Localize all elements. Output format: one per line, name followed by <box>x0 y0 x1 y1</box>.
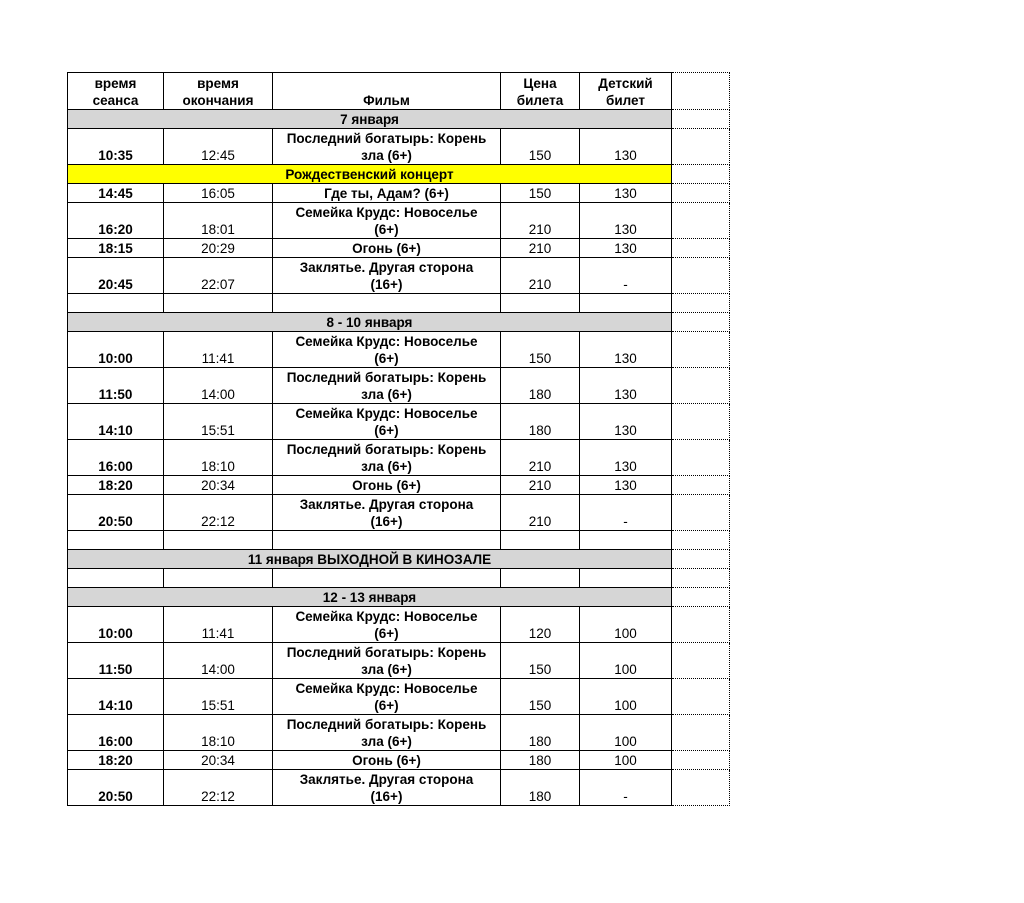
extra-cell <box>672 751 730 770</box>
end-time: 20:34 <box>164 751 273 770</box>
empty-cell <box>164 569 273 588</box>
header-start <box>68 73 164 110</box>
film-title <box>273 715 501 751</box>
film-title <box>273 643 501 679</box>
ticket-price: 210 <box>501 495 580 531</box>
film-title <box>273 332 501 368</box>
empty-cell <box>273 569 501 588</box>
film-title-line: Семейка Крудс: Новоселье <box>295 334 478 349</box>
extra-cell <box>672 770 730 806</box>
film-title <box>273 203 501 239</box>
header-end-line1: время <box>197 76 239 91</box>
start-time: 10:00 <box>68 607 164 643</box>
child-ticket-price: 130 <box>580 239 672 258</box>
child-ticket-price: 130 <box>580 476 672 495</box>
ticket-price: 150 <box>501 184 580 203</box>
header-price <box>501 73 580 110</box>
film-title-line: Огонь (6+) <box>352 753 421 768</box>
film-title-line: Заклятье. Другая сторона <box>299 260 474 275</box>
session-row <box>68 476 730 495</box>
film-title-line: Семейка Крудс: Новоселье <box>295 205 478 220</box>
child-ticket-price: 130 <box>580 203 672 239</box>
start-time: 10:00 <box>68 332 164 368</box>
section-title: 7 января <box>68 110 672 129</box>
film-title-line: Последний богатырь: Корень <box>286 131 487 146</box>
child-ticket-price: - <box>580 258 672 294</box>
film-title-line: Последний богатырь: Корень <box>286 370 487 385</box>
session-row <box>68 184 730 203</box>
film-title-line: зла (6+) <box>361 734 412 749</box>
film-title-line: зла (6+) <box>361 662 412 677</box>
child-ticket-price: 130 <box>580 368 672 404</box>
blank-row <box>68 531 730 550</box>
section-row <box>68 550 730 569</box>
extra-cell <box>672 313 730 332</box>
section-title: 11 января ВЫХОДНОЙ В КИНОЗАЛЕ <box>68 550 672 569</box>
child-ticket-price: - <box>580 770 672 806</box>
header-row <box>68 73 730 110</box>
film-title <box>273 258 501 294</box>
start-time: 18:20 <box>68 476 164 495</box>
film-title <box>273 129 501 165</box>
schedule-table <box>67 72 730 806</box>
start-time: 20:45 <box>68 258 164 294</box>
empty-cell <box>273 294 501 313</box>
start-time: 11:50 <box>68 368 164 404</box>
header-start-line2: сеанса <box>92 93 139 108</box>
film-title <box>273 239 501 258</box>
child-ticket-price: 100 <box>580 679 672 715</box>
end-time: 15:51 <box>164 404 273 440</box>
extra-cell <box>672 258 730 294</box>
film-title-line: Последний богатырь: Корень <box>286 442 487 457</box>
blank-row <box>68 294 730 313</box>
ticket-price: 150 <box>501 643 580 679</box>
empty-cell <box>580 531 672 550</box>
header-child-line1: Детский <box>598 76 653 91</box>
child-ticket-price: 130 <box>580 332 672 368</box>
empty-cell <box>68 531 164 550</box>
film-title-line: Огонь (6+) <box>352 241 421 256</box>
film-title <box>273 607 501 643</box>
end-time: 11:41 <box>164 607 273 643</box>
section-row <box>68 165 730 184</box>
start-time: 14:10 <box>68 404 164 440</box>
extra-cell <box>672 495 730 531</box>
session-row <box>68 239 730 258</box>
end-time: 14:00 <box>164 643 273 679</box>
film-title-line: Последний богатырь: Корень <box>286 717 487 732</box>
end-time: 15:51 <box>164 679 273 715</box>
header-child <box>580 73 672 110</box>
session-row <box>68 607 730 643</box>
section-title: 12 - 13 января <box>68 588 672 607</box>
header-child-line2: билет <box>606 93 645 108</box>
film-title-line: Огонь (6+) <box>352 478 421 493</box>
session-row <box>68 770 730 806</box>
film-title <box>273 184 501 203</box>
extra-cell <box>672 332 730 368</box>
extra-cell <box>672 165 730 184</box>
extra-cell <box>672 643 730 679</box>
header-end-line2: окончания <box>182 93 254 108</box>
extra-cell <box>672 588 730 607</box>
ticket-price: 210 <box>501 258 580 294</box>
section-row <box>68 588 730 607</box>
header-start-line1: время <box>94 76 137 91</box>
film-title-line: (6+) <box>374 423 399 438</box>
film-title-line: (6+) <box>374 351 399 366</box>
ticket-price: 180 <box>501 404 580 440</box>
header-price-line2: билета <box>516 93 564 108</box>
session-row <box>68 495 730 531</box>
start-time: 16:20 <box>68 203 164 239</box>
session-row <box>68 203 730 239</box>
start-time: 14:45 <box>68 184 164 203</box>
end-time: 16:05 <box>164 184 273 203</box>
session-row <box>68 368 730 404</box>
empty-cell <box>164 531 273 550</box>
empty-cell <box>164 294 273 313</box>
start-time: 11:50 <box>68 643 164 679</box>
extra-cell <box>672 239 730 258</box>
extra-cell <box>672 73 730 110</box>
film-title <box>273 495 501 531</box>
session-row <box>68 404 730 440</box>
highlight-banner: Рождественский концерт <box>68 165 672 184</box>
ticket-price: 180 <box>501 715 580 751</box>
schedule-body <box>68 73 730 806</box>
extra-cell <box>672 184 730 203</box>
empty-cell <box>580 569 672 588</box>
film-title-line: (16+) <box>370 277 403 292</box>
start-time: 20:50 <box>68 770 164 806</box>
film-title <box>273 368 501 404</box>
ticket-price: 210 <box>501 476 580 495</box>
start-time: 16:00 <box>68 715 164 751</box>
film-title-line: (16+) <box>370 514 403 529</box>
ticket-price: 210 <box>501 440 580 476</box>
film-title <box>273 751 501 770</box>
ticket-price: 210 <box>501 239 580 258</box>
film-title-line: (16+) <box>370 789 403 804</box>
end-time: 14:00 <box>164 368 273 404</box>
header-end <box>164 73 273 110</box>
film-title-line: Где ты, Адам? (6+) <box>324 186 449 201</box>
child-ticket-price: 130 <box>580 404 672 440</box>
empty-cell <box>501 531 580 550</box>
session-row <box>68 258 730 294</box>
film-title-line: (6+) <box>374 626 399 641</box>
session-row <box>68 751 730 770</box>
end-time: 18:01 <box>164 203 273 239</box>
blank-row <box>68 569 730 588</box>
extra-cell <box>672 294 730 313</box>
end-time: 22:12 <box>164 770 273 806</box>
child-ticket-price: 130 <box>580 129 672 165</box>
empty-cell <box>68 294 164 313</box>
session-row <box>68 332 730 368</box>
child-ticket-price: 100 <box>580 643 672 679</box>
film-title <box>273 770 501 806</box>
extra-cell <box>672 550 730 569</box>
ticket-price: 150 <box>501 129 580 165</box>
extra-cell <box>672 110 730 129</box>
extra-cell <box>672 607 730 643</box>
extra-cell <box>672 404 730 440</box>
end-time: 20:29 <box>164 239 273 258</box>
empty-cell <box>501 294 580 313</box>
ticket-price: 180 <box>501 751 580 770</box>
film-title-line: (6+) <box>374 698 399 713</box>
child-ticket-price: 100 <box>580 715 672 751</box>
extra-cell <box>672 440 730 476</box>
film-title-line: зла (6+) <box>361 459 412 474</box>
end-time: 20:34 <box>164 476 273 495</box>
end-time: 18:10 <box>164 440 273 476</box>
start-time: 18:20 <box>68 751 164 770</box>
film-title-line: Семейка Крудс: Новоселье <box>295 609 478 624</box>
end-time: 12:45 <box>164 129 273 165</box>
ticket-price: 180 <box>501 368 580 404</box>
start-time: 16:00 <box>68 440 164 476</box>
end-time: 22:12 <box>164 495 273 531</box>
ticket-price: 180 <box>501 770 580 806</box>
extra-cell <box>672 679 730 715</box>
extra-cell <box>672 203 730 239</box>
film-title <box>273 679 501 715</box>
film-title-line: Заклятье. Другая сторона <box>299 497 474 512</box>
extra-cell <box>672 129 730 165</box>
film-title-line: зла (6+) <box>361 148 412 163</box>
session-row <box>68 679 730 715</box>
session-row <box>68 715 730 751</box>
end-time: 22:07 <box>164 258 273 294</box>
film-title-line: Семейка Крудс: Новоселье <box>295 406 478 421</box>
child-ticket-price: 100 <box>580 751 672 770</box>
extra-cell <box>672 569 730 588</box>
extra-cell <box>672 715 730 751</box>
child-ticket-price: 130 <box>580 440 672 476</box>
header-film-label: Фильм <box>363 93 410 108</box>
film-title-line: Последний богатырь: Корень <box>286 645 487 660</box>
empty-cell <box>580 294 672 313</box>
section-row <box>68 110 730 129</box>
start-time: 14:10 <box>68 679 164 715</box>
start-time: 20:50 <box>68 495 164 531</box>
child-ticket-price: 100 <box>580 607 672 643</box>
session-row <box>68 440 730 476</box>
end-time: 18:10 <box>164 715 273 751</box>
session-row <box>68 129 730 165</box>
schedule-sheet <box>67 72 729 806</box>
extra-cell <box>672 476 730 495</box>
end-time: 11:41 <box>164 332 273 368</box>
film-title <box>273 476 501 495</box>
ticket-price: 120 <box>501 607 580 643</box>
film-title-line: (6+) <box>374 222 399 237</box>
extra-cell <box>672 531 730 550</box>
section-title: 8 - 10 января <box>68 313 672 332</box>
child-ticket-price: 130 <box>580 184 672 203</box>
header-price-line1: Цена <box>523 76 557 91</box>
film-title <box>273 440 501 476</box>
empty-cell <box>273 531 501 550</box>
film-title <box>273 404 501 440</box>
start-time: 10:35 <box>68 129 164 165</box>
extra-cell <box>672 368 730 404</box>
empty-cell <box>68 569 164 588</box>
start-time: 18:15 <box>68 239 164 258</box>
film-title-line: зла (6+) <box>361 387 412 402</box>
section-row <box>68 313 730 332</box>
ticket-price: 210 <box>501 203 580 239</box>
film-title-line: Семейка Крудс: Новоселье <box>295 681 478 696</box>
header-film <box>273 73 501 110</box>
ticket-price: 150 <box>501 332 580 368</box>
child-ticket-price: - <box>580 495 672 531</box>
session-row <box>68 643 730 679</box>
empty-cell <box>501 569 580 588</box>
ticket-price: 150 <box>501 679 580 715</box>
film-title-line: Заклятье. Другая сторона <box>299 772 474 787</box>
